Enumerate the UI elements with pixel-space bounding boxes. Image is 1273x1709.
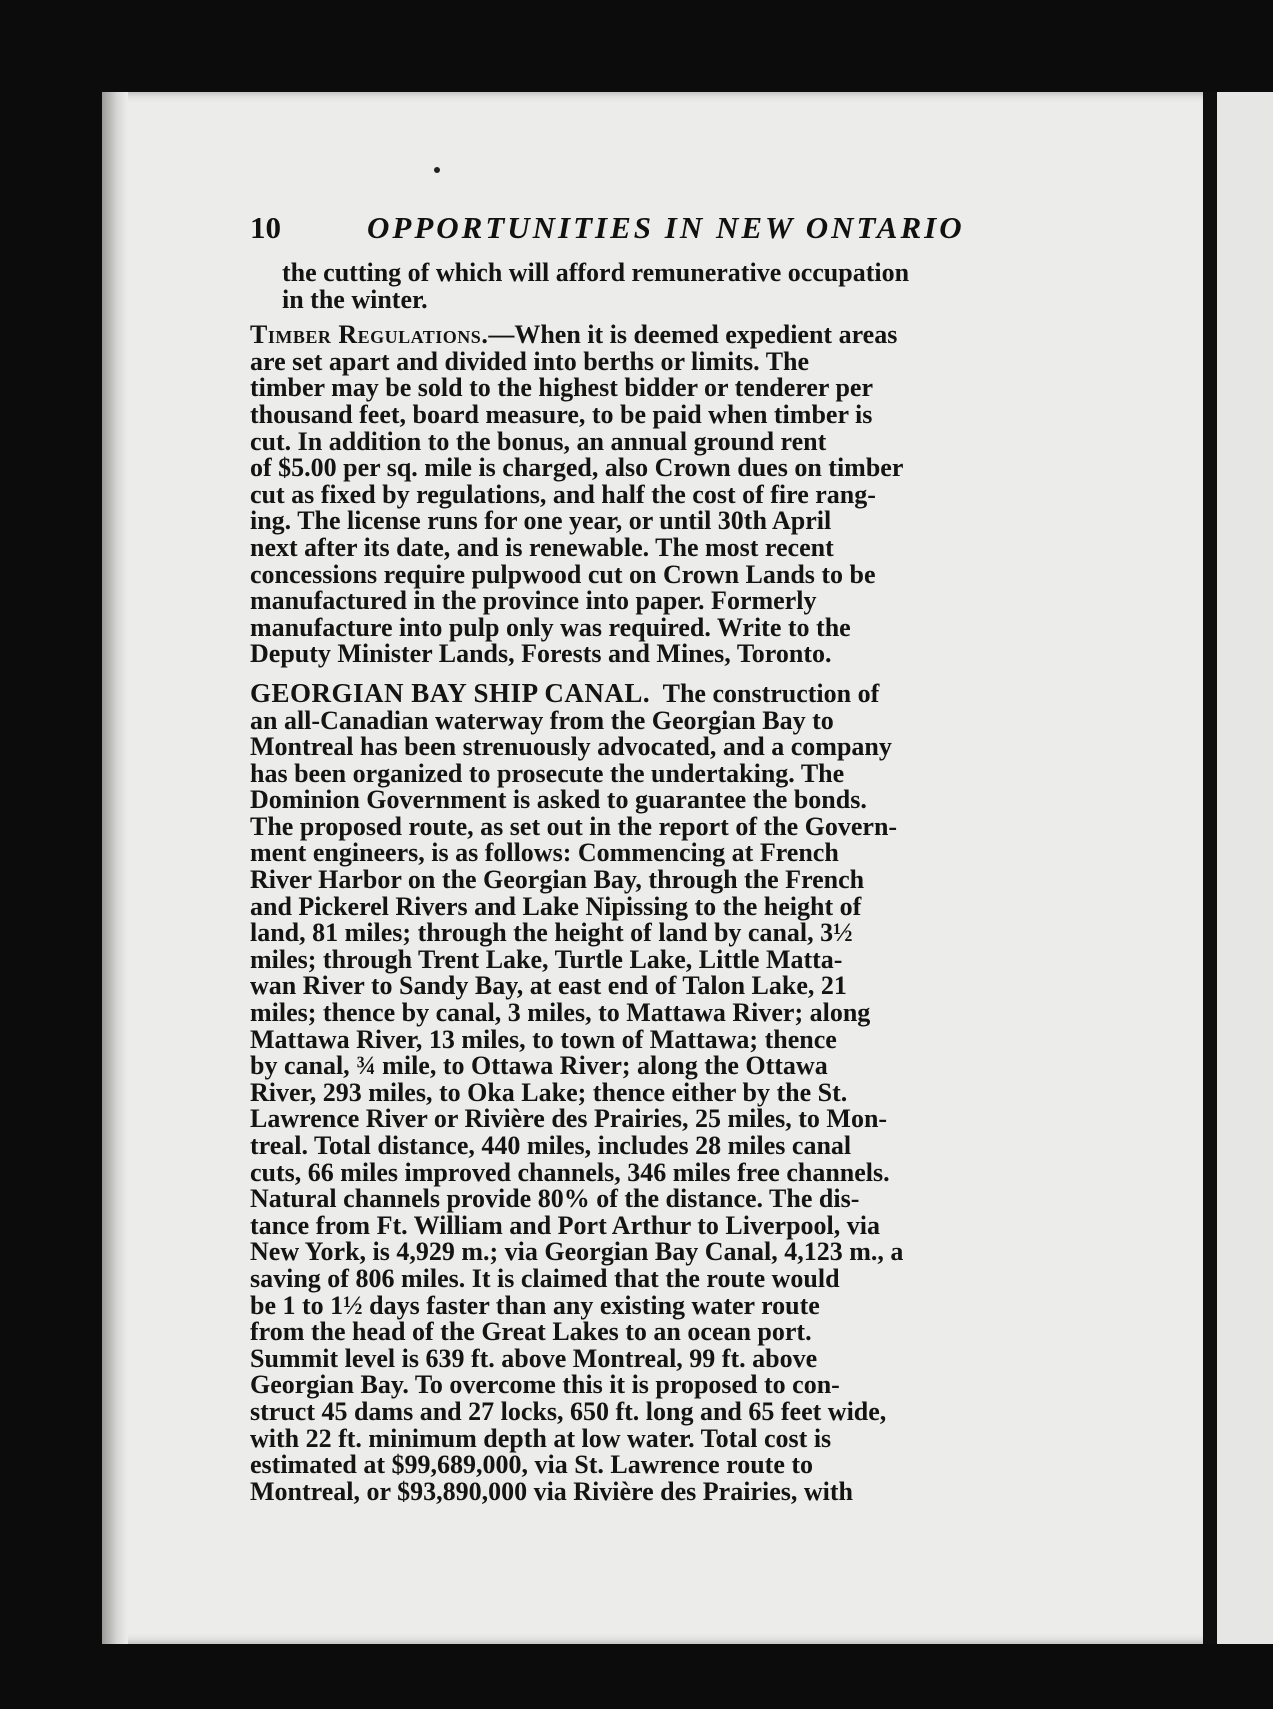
text-line bbox=[250, 320, 1105, 350]
text-line: Summit level is 639 ft. above Montreal, 99 ft. above bbox=[250, 1343, 818, 1373]
text-line: are set apart and divided into berths or limits. The bbox=[250, 346, 810, 376]
text-line: and Pickerel Rivers and Lake Nipissing to the height of bbox=[250, 891, 862, 921]
text-line: Dominion Government is asked to guarantee the bonds. bbox=[250, 785, 867, 815]
text-line: estimated at $99,689,000, via St. Lawrence route to bbox=[250, 1450, 814, 1480]
text-fragment: The construction of bbox=[650, 678, 880, 708]
text-line: thousand feet, board measure, to be paid when timber is bbox=[250, 399, 873, 429]
text-line: Mattawa River, 13 miles, to town of Mattawa; thence bbox=[250, 1024, 837, 1054]
text-line: ment engineers, is as follows: Commencing at French bbox=[250, 838, 839, 868]
text-line: with 22 ft. minimum depth at low water. Total cost is bbox=[250, 1423, 832, 1453]
text-line: an all-Canadian waterway from the Georgian Bay to bbox=[250, 705, 834, 735]
page-binding-shadow bbox=[102, 92, 128, 1644]
text-fragment: —When it is deemed expedient areas bbox=[488, 320, 898, 350]
georgian-bay-heading: GEORGIAN BAY SHIP CANAL. bbox=[250, 677, 651, 708]
text-line: manufactured in the province into paper. Formerly bbox=[250, 586, 817, 616]
text-line: Montreal, or $93,890,000 via Rivière des Prairies, with bbox=[250, 1476, 853, 1506]
text-line: be 1 to 1½ days faster than any existing water route bbox=[250, 1290, 820, 1320]
text-line: New York, is 4,929 m.; via Georgian Bay Canal, 4,123 m., a bbox=[250, 1237, 904, 1267]
text-line: The proposed route, as set out in the report of the Govern- bbox=[250, 811, 898, 841]
scan-speck bbox=[434, 167, 440, 173]
text-line: miles; thence by canal, 3 miles, to Mattawa River; along bbox=[250, 998, 871, 1028]
text-line: of $5.00 per sq. mile is charged, also Crown dues on timber bbox=[250, 453, 904, 483]
text-line: the cutting of which will afford remunerative occupation bbox=[282, 258, 910, 287]
text-line: has been organized to prosecute the undertaking. The bbox=[250, 758, 845, 788]
text-line: Montreal has been strenuously advocated, and a company bbox=[250, 732, 892, 762]
text-line: land, 81 miles; through the height of land by canal, 3½ bbox=[250, 918, 853, 948]
text-line: Natural channels provide 80% of the distance. The dis- bbox=[250, 1184, 860, 1214]
text-line: cut as fixed by regulations, and half the cost of fire rang- bbox=[250, 479, 876, 509]
text-line: Deputy Minister Lands, Forests and Mines, Toronto. bbox=[250, 639, 832, 669]
page-number: 10 bbox=[250, 210, 281, 245]
text-line: tance from Ft. William and Port Arthur to Liverpool, via bbox=[250, 1210, 880, 1240]
facing-page-edge bbox=[1217, 92, 1273, 1644]
page-gutter bbox=[1203, 92, 1217, 1644]
running-title: OPPORTUNITIES IN NEW ONTARIO bbox=[367, 210, 965, 245]
text-line: in the winter. bbox=[282, 284, 428, 314]
text-line: cuts, 66 miles improved channels, 346 miles free channels. bbox=[250, 1157, 890, 1187]
page-body bbox=[250, 260, 1105, 1517]
text-line: timber may be sold to the highest bidder or tenderer per bbox=[250, 373, 874, 403]
text-line: from the head of the Great Lakes to an ocean port. bbox=[250, 1317, 812, 1347]
text-line: ing. The license runs for one year, or until 30th April bbox=[250, 506, 832, 536]
text-line: by canal, ¾ mile, to Ottawa River; along the Ottawa bbox=[250, 1051, 828, 1081]
text-line: wan River to Sandy Bay, at east end of Talon Lake, 21 bbox=[250, 971, 847, 1001]
text-line: concessions require pulpwood cut on Crown Lands to be bbox=[250, 559, 876, 589]
text-line: River Harbor on the Georgian Bay, through the French bbox=[250, 865, 865, 895]
text-line: next after its date, and is renewable. The most recent bbox=[250, 532, 834, 562]
text-line bbox=[250, 677, 1105, 708]
timber-regulations-heading: Timber Regulations. bbox=[250, 320, 489, 350]
text-line: Georgian Bay. To overcome this it is proposed to con- bbox=[250, 1370, 840, 1400]
text-line: struct 45 dams and 27 locks, 650 ft. long and 65 feet wide, bbox=[250, 1396, 887, 1426]
text-line: cut. In addition to the bonus, an annual ground rent bbox=[250, 426, 827, 456]
text-line: manufacture into pulp only was required. Write to the bbox=[250, 612, 851, 642]
text-line: Lawrence River or Rivière des Prairies, 25 miles, to Mon- bbox=[250, 1104, 888, 1134]
text-line: River, 293 miles, to Oka Lake; thence either by the St. bbox=[250, 1077, 848, 1107]
continuation-paragraph bbox=[250, 260, 1105, 313]
page-header bbox=[250, 210, 1100, 256]
text-line: treal. Total distance, 440 miles, includes 28 miles canal bbox=[250, 1131, 852, 1160]
timber-regulations-paragraph bbox=[250, 322, 1105, 668]
text-line: miles; through Trent Lake, Turtle Lake, Little Matta- bbox=[250, 944, 843, 974]
georgian-bay-paragraph bbox=[250, 677, 1105, 1506]
text-line: saving of 806 miles. It is claimed that the route would bbox=[250, 1263, 840, 1293]
